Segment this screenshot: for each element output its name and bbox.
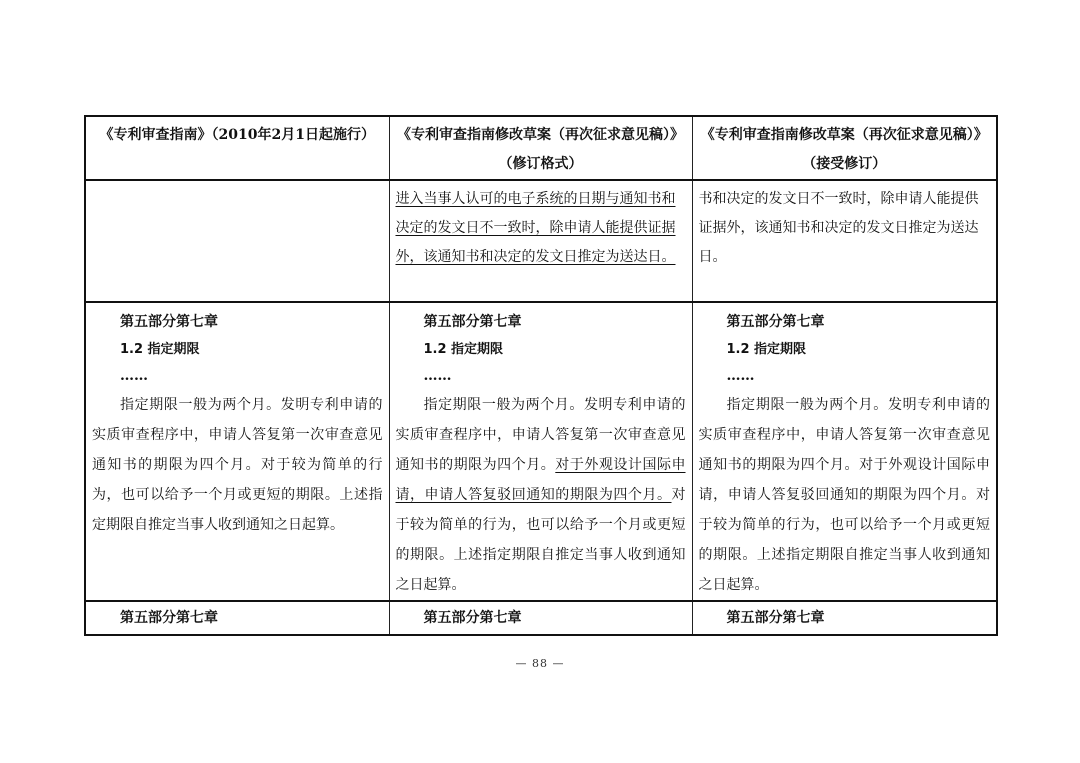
ellipsis: ……: [120, 368, 148, 384]
table-header-row: [85, 116, 997, 180]
section-heading: 第五部分第七章: [423, 314, 522, 330]
paragraph: 指定期限一般为两个月。发明专利申请的实质审查程序中，申请人答复第一次审查意见通知书的期限为四个月。对于较为简单的行为，也可以给予一个月或更短的期限。上述指定期限自推定当事人收到通知之日起算。: [92, 397, 383, 533]
paragraph: [396, 390, 686, 600]
ellipsis: ……: [726, 368, 755, 384]
table-row: [85, 601, 997, 635]
cell-accepted: [692, 302, 997, 601]
cell-original: [85, 601, 389, 635]
cell-original: [85, 302, 389, 601]
table-row: [85, 302, 997, 601]
header-draft-accepted: 《专利审查指南修改草案（再次征求意见稿）》（接受修订）: [692, 116, 997, 180]
section-heading: 第五部分第七章: [726, 610, 825, 626]
cell-accepted: [692, 601, 997, 635]
header-original-guide: 《专利审查指南》（2010年2月1日起施行）: [85, 116, 389, 180]
cell-original: [85, 180, 389, 302]
comparison-table: [84, 115, 998, 636]
inserted-text: 对于外观设计国际申请，申请人答复驳回通知的期限为四个月。: [395, 457, 686, 503]
header-draft-tracked: 《专利审查指南修改草案（再次征求意见稿）》（修订格式）: [389, 116, 692, 180]
paragraph-text: 对于较为简单的行为，也可以给予一个月或更短的期限。上述指定期限自推定当事人收到通知之日起算。: [395, 487, 686, 593]
subsection-heading: 1.2 指定期限: [423, 342, 504, 357]
cell-accepted: 书和决定的发文日不一致时，除申请人能提供证据外，该通知书和决定的发文日推定为送达日。: [692, 180, 997, 302]
page-number: — 88 —: [515, 657, 565, 670]
inserted-text: 进入当事人认可的电子系统的日期与通知书和决定的发文日不一致时，除申请人能提供证据外，该通知书和决定的发文日推定为送达日。: [395, 191, 676, 265]
cell-tracked: [389, 180, 692, 302]
paragraph: 指定期限一般为两个月。发明专利申请的实质审查程序中，申请人答复第一次审查意见通知书的期限为四个月。对于外观设计国际申请，申请人答复驳回通知的期限为四个月。对于较为简单的行为，也可以给予一个月或更短的期限。上述指定期限自推定当事人收到通知之日起算。: [698, 397, 990, 593]
table-row: [85, 180, 997, 302]
cell-tracked: [389, 601, 692, 635]
ellipsis: ……: [423, 368, 452, 384]
cell-tracked: [389, 302, 692, 601]
subsection-heading: 1.2 指定期限: [726, 342, 807, 357]
subsection-heading: 1.2 指定期限: [120, 342, 200, 357]
section-heading: 第五部分第七章: [423, 610, 522, 626]
section-heading: 第五部分第七章: [726, 314, 825, 330]
section-heading: 第五部分第七章: [120, 610, 218, 626]
paragraph-text: 指定期限一般为两个月。发明专利申请的实质审查程序中，申请人答复第一次审查意见通知书的期限为四个月。: [395, 397, 686, 473]
section-heading: 第五部分第七章: [120, 314, 218, 330]
